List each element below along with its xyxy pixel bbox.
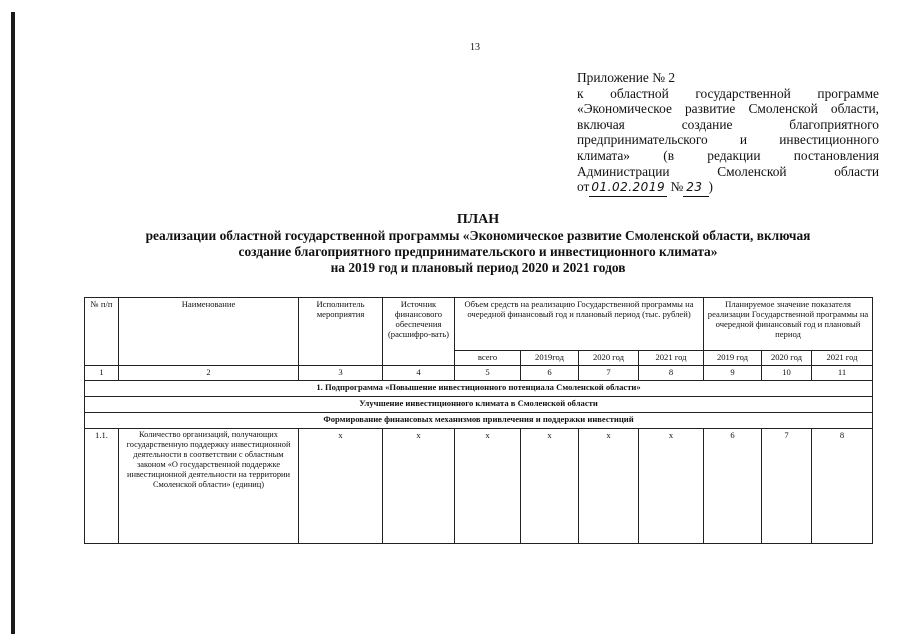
table-row: [85, 429, 873, 544]
header-source: Источник финансового обеспечения (расшифро-вать): [383, 298, 455, 366]
column-number: 11: [812, 366, 873, 381]
row-name: Количество организаций, получающих государственную поддержку инвестиционной деятельности в соответствии с областным законом «О государственной поддержке инвестиционной деятельности на территории Смоленской области» (единиц): [119, 429, 299, 544]
heading-line-3: на 2019 год и плановый период 2020 и 2021 годов: [330, 260, 626, 275]
heading-line-1: реализации областной государственной программы «Экономическое развитие Смоленской области, включая: [145, 228, 811, 243]
column-number: 5: [455, 366, 521, 381]
subheader-ind-2021: 2021 год: [812, 351, 873, 366]
subheader-ind-2019: 2019 год: [704, 351, 762, 366]
subheader-total: всего: [455, 351, 521, 366]
appendix-block: [577, 70, 879, 197]
section-row: [85, 413, 873, 429]
row-funding-2021: х: [639, 429, 704, 544]
row-source: х: [383, 429, 455, 544]
appendix-number-label: №: [670, 179, 684, 195]
page-number: 13: [470, 42, 480, 53]
column-number: 2: [119, 366, 299, 381]
column-number: 4: [383, 366, 455, 381]
subheader-2019: 2019год: [521, 351, 579, 366]
row-funding-2019: х: [521, 429, 579, 544]
appendix-line-5: климата» (в редакции постановления: [577, 147, 879, 163]
row-indicator-2020: 7: [762, 429, 812, 544]
subheader-2021: 2021 год: [639, 351, 704, 366]
appendix-line-4: предпринимательского и инвестиционного: [577, 132, 879, 148]
handwritten-date: 01.02.2019: [589, 180, 667, 197]
column-number-row: [85, 366, 873, 381]
row-total: х: [455, 429, 521, 544]
plan-table: [84, 297, 873, 544]
column-number: 3: [299, 366, 383, 381]
header-executor: Исполнитель мероприятия: [299, 298, 383, 366]
row-indicator-2021: 8: [812, 429, 873, 544]
header-indicator: Планируемое значение показателя реализации Государственной программы на очередной финансовый год и плановый период: [704, 298, 873, 351]
column-number: 6: [521, 366, 579, 381]
column-number: 1: [85, 366, 119, 381]
document-heading: [85, 212, 871, 276]
header-name: Наименование: [119, 298, 299, 366]
appendix-date-line: [577, 179, 879, 197]
row-executor: х: [299, 429, 383, 544]
handwritten-number: 23: [683, 180, 708, 197]
section-subprogram: 1. Подпрограмма «Повышение инвестиционного потенциала Смоленской области»: [85, 381, 873, 397]
header-funding: Объем средств на реализацию Государственной программы на очередной финансовый год и плановый период (тыс. рублей): [455, 298, 704, 351]
header-num: № п/п: [85, 298, 119, 366]
column-number: 10: [762, 366, 812, 381]
scan-edge-bar: [11, 12, 15, 634]
section-row: [85, 397, 873, 413]
subheader-ind-2020: 2020 год: [762, 351, 812, 366]
column-number: 9: [704, 366, 762, 381]
appendix-line-1: к областной государственной программе: [577, 85, 879, 101]
section-row: [85, 381, 873, 397]
row-funding-2020: х: [579, 429, 639, 544]
appendix-line-6: Администрации Смоленской области: [577, 163, 879, 179]
appendix-line-3: включая создание благоприятного: [577, 116, 879, 132]
row-indicator-2019: 6: [704, 429, 762, 544]
appendix-closing: ): [708, 179, 713, 195]
subheader-2020: 2020 год: [579, 351, 639, 366]
appendix-line-2: «Экономическое развитие Смоленской области,: [577, 101, 879, 117]
row-num: 1.1.: [85, 429, 119, 544]
heading-title: ПЛАН: [456, 212, 500, 227]
section-goal: Улучшение инвестиционного климата в Смоленской области: [85, 397, 873, 413]
section-task: Формирование финансовых механизмов привлечения и поддержки инвестиций: [85, 413, 873, 429]
column-number: 7: [579, 366, 639, 381]
heading-line-2: создание благоприятного предпринимательского и инвестиционного климата»: [238, 244, 718, 259]
table-header-row: [85, 298, 873, 351]
appendix-from-prefix: от: [577, 179, 590, 195]
column-number: 8: [639, 366, 704, 381]
appendix-title: Приложение № 2: [577, 70, 676, 85]
